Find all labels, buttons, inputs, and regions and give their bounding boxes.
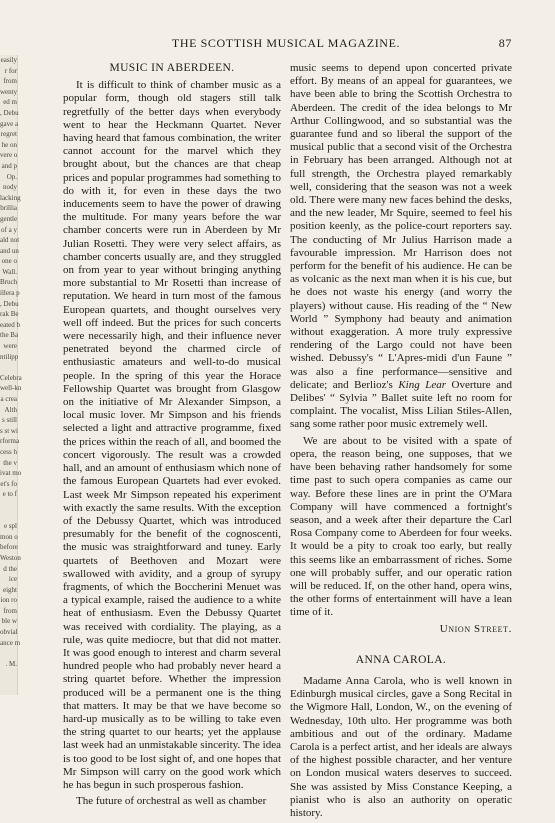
margin-fragment: ald not (0, 236, 20, 245)
margin-fragment (0, 648, 17, 659)
margin-fragment: . M. (5, 659, 17, 668)
margin-fragment: Op. (6, 172, 17, 181)
article-heading-music-in-aberdeen: MUSIC IN ABERDEEN. (109, 62, 235, 74)
margin-fragment: eight (3, 585, 17, 594)
paragraph: We are about to be visited with a spate of opera, the reason being, one supposes, that we have been behaving rather handsomely for some time past to such opera companies as came our way. Before these lines are in print the O'Mara Company will have commenced a fortnight's season, and a week after their departure the Carl Rosa Company come to Aberdeen for four weeks. It would be a pity to croak too early, but really this seems like an embarrassment of riches. Some one will probably suffer, and our operatic ration will be reduced. If, on the other hand, opera wins, the other forms of entertainment will have a lean time of it. (290, 434, 512, 619)
margin-fragment: a crea (0, 395, 17, 403)
margin-fragment: and p (1, 161, 17, 170)
left-column (63, 62, 281, 811)
margin-fragment: Celebra (0, 373, 22, 382)
margin-fragment: eated b (0, 320, 21, 329)
margin-fragment: and un (0, 246, 19, 255)
title-king-lear: King Lear (398, 378, 446, 391)
margin-fragment: he on (1, 140, 17, 149)
margin-fragment: , Debu (0, 108, 19, 117)
margin-fragment: lacking (0, 193, 21, 202)
margin-fragment: Alth (4, 405, 17, 414)
margin-fragment: the v (3, 458, 17, 467)
margin-fragment (0, 500, 17, 511)
magazine-title: THE SCOTTISH MUSICAL MAGAZINE. (171, 36, 401, 50)
margin-fragment: illera p (0, 289, 20, 298)
margin-fragment: obvial (0, 628, 18, 637)
margin-fragment: ice (8, 575, 17, 584)
right-column (290, 62, 512, 823)
margin-fragment: of a y (1, 225, 17, 234)
article-heading-anna-carola: ANNA CAROLA. (355, 653, 447, 666)
paragraph-start: The future of orchestral as well as chamber (76, 795, 267, 808)
margin-fragment: Wall. (2, 267, 17, 276)
margin-fragment: easily (0, 56, 17, 64)
margin-fragment: cess h (0, 447, 17, 456)
margin-fragment: the Ba (0, 331, 19, 340)
paragraph-continued (290, 62, 512, 432)
margin-fragment: s still (2, 416, 17, 425)
margin-fragment: well-kn (0, 384, 22, 393)
margin-fragment: one o (1, 257, 17, 266)
margin-fragment: , Debu (0, 299, 19, 308)
margin-fragment: et's fo (0, 479, 17, 488)
margin-fragment: wenty (0, 87, 18, 96)
margin-fragment: nody (3, 183, 17, 192)
margin-fragment: ntilipp (0, 352, 19, 361)
paragraph: It is difficult to think of chamber music as a popular form, though old stagers still talk regretfully of the better days when everybody went to hear the Heckmann Quartet. Never having heard that famous combination, the writer cannot account for the marvel which they brought about, but the chances are that cheap prices and popular programmes had something to do with it, for even in these days the two inducements seem to have the power of drawing the multitude. For many years before the war chamber concerts were run in Aberdeen by Mr Julian Rosetti. They were very select affairs, as chamber concerts usually are, and they struggled on from year to year without bringing anything more substantial to Mr Rosetti than increase of reputation. We heard in turn most of the famous European quartets, and thought ourselves very well off indeed. But the prices for such concerts were necessarily high, and their influence never penetrated beyond the charmed circle of enthusiastic amateurs and well-to-do musical people. In the spring of this year the Horace Fellowship Quartet was brought from Glasgow on the initiative of Mr Alexander Simpson, a local music lover. Mr Simpson and his friends selected a light and attractive programme, fixed the prices within the reach of all, and boomed the concert vigorously. The result was a crowded hall, and an amount of enthusiasm which none of the famous European Quartets had ever evoked. Last week Mr Simpson repeated his experiment with exactly the same results. With the exception of the Debussy Quartet, which was introduced presumably for the benefit of the cognoscenti, the music was straightforward and tuney. Early quartets of Beethoven and Mozart were swallowed with avidity, and a group of syrupy fragments, of which the Boccherini Menuet was a typical example, raised the audience to a white heat of enthusiasm. Even the Debussy Quartet was received with cordiality. The playing, as a rule, was quite mediocre, but that did not matter. It was good enough to interest and charm several hundred people who had probably never heard a string quartet before. Whether the impression produced will be a permanent one is the thing that matters. It may be that we have become so hard-up musically as to be willing to take even the string quartet to our hearts; yet the applause last week had an unmistakable sincerity. The idea is too good to be lost sight of, and one hopes that Mr Simpson will carry on the good work which he has begun in such prosperous fashion. (63, 79, 281, 791)
margin-fragment: ion ro (0, 596, 17, 605)
margin-fragment: ivat mo (0, 469, 22, 478)
margin-fragment: s st wi (0, 426, 18, 435)
margin-fragment (0, 511, 17, 522)
margin-fragment: from (3, 606, 17, 615)
adjacent-page-margin (0, 55, 22, 695)
margin-fragment: gentle (0, 214, 18, 223)
margin-fragment: d the (3, 564, 17, 573)
margin-fragment (0, 362, 17, 373)
margin-fragment: vere o (0, 151, 18, 160)
margin-fragment: brillia (0, 204, 17, 213)
margin-fragment: ance m (0, 638, 21, 647)
margin-fragment: gave a (0, 119, 19, 128)
paragraph-text: music seems to depend upon concerted private effort. By means of an appeal for guarantees, we have been able to bring the Scottish Orchestra to Aberdeen. The credit of the idea belongs to Mr Arthur Collingwood, and so substantial was the guarantee fund and so liberal the support of the musical public that a second visit of the Orchestra in February has been arranged. Although not at full strength, the Orchestra played remarkably well, considering that the season was not a week old. There were many new faces behind the desks, and the new leader, Mr Squire, seemed to feel his position keenly, as the police-court reporters say. The conducting of Mr Julius Harrison made a favourable impression. Mr Harrison does not perform for the benefit of his audience. He can be as volcanic as the next man when it is his cue, but he does not waste his energy (and worry the players) without cause. His reading of the “ New World ” Symphony had beauty and animation without exaggeration. A more truly expressive rendering of the Largo could not have been wished. Debussy's “ L'Apres-midi d'un Faune ” was also a fine performance—sensitive and delicate; and Berlioz's (290, 62, 512, 391)
page-number: 87 (498, 36, 512, 50)
margin-fragment: e spl (3, 522, 17, 531)
paragraph-text: Overture and Delibes' “ Sylvia ” Ballet suite left no room for complaint. The vocalist, Miss Lilian Stiles-Allen, sang some rather poor music extremely well. (290, 378, 512, 431)
margin-fragment: were (3, 342, 17, 351)
margin-fragment: Weston (0, 553, 21, 562)
margin-fragment: mon o (0, 532, 18, 541)
margin-fragment: ed m (3, 98, 17, 107)
margin-fragment: r for (4, 66, 17, 75)
margin-fragment: ble w (1, 617, 17, 626)
margin-fragment: e to f (2, 490, 17, 499)
margin-fragment: before (0, 543, 18, 552)
margin-fragment: regret (0, 130, 17, 139)
margin-fragment: rforma (0, 437, 20, 446)
margin-fragment: Bruch (0, 278, 18, 287)
signature: Union Street. (439, 622, 512, 635)
running-header (60, 36, 512, 52)
margin-fragment: from (3, 77, 17, 86)
margin-fragment: rak Be (0, 310, 19, 319)
paragraph: Madame Anna Carola, who is well known in Edinburgh musical circles, gave a Song Recital in the Wigmore Hall, London, W., on the evening of Wednesday, 10th ulto. Her programme was both ambitious and out of the ordinary. Madame Carola is a perfect artist, and her ideals are always of the highest possible character, and her venture on London musical waters deserves to succeed. She was assisted by Miss Constance Keeping, a pianist who is also an authority on operatic history. (290, 674, 512, 819)
